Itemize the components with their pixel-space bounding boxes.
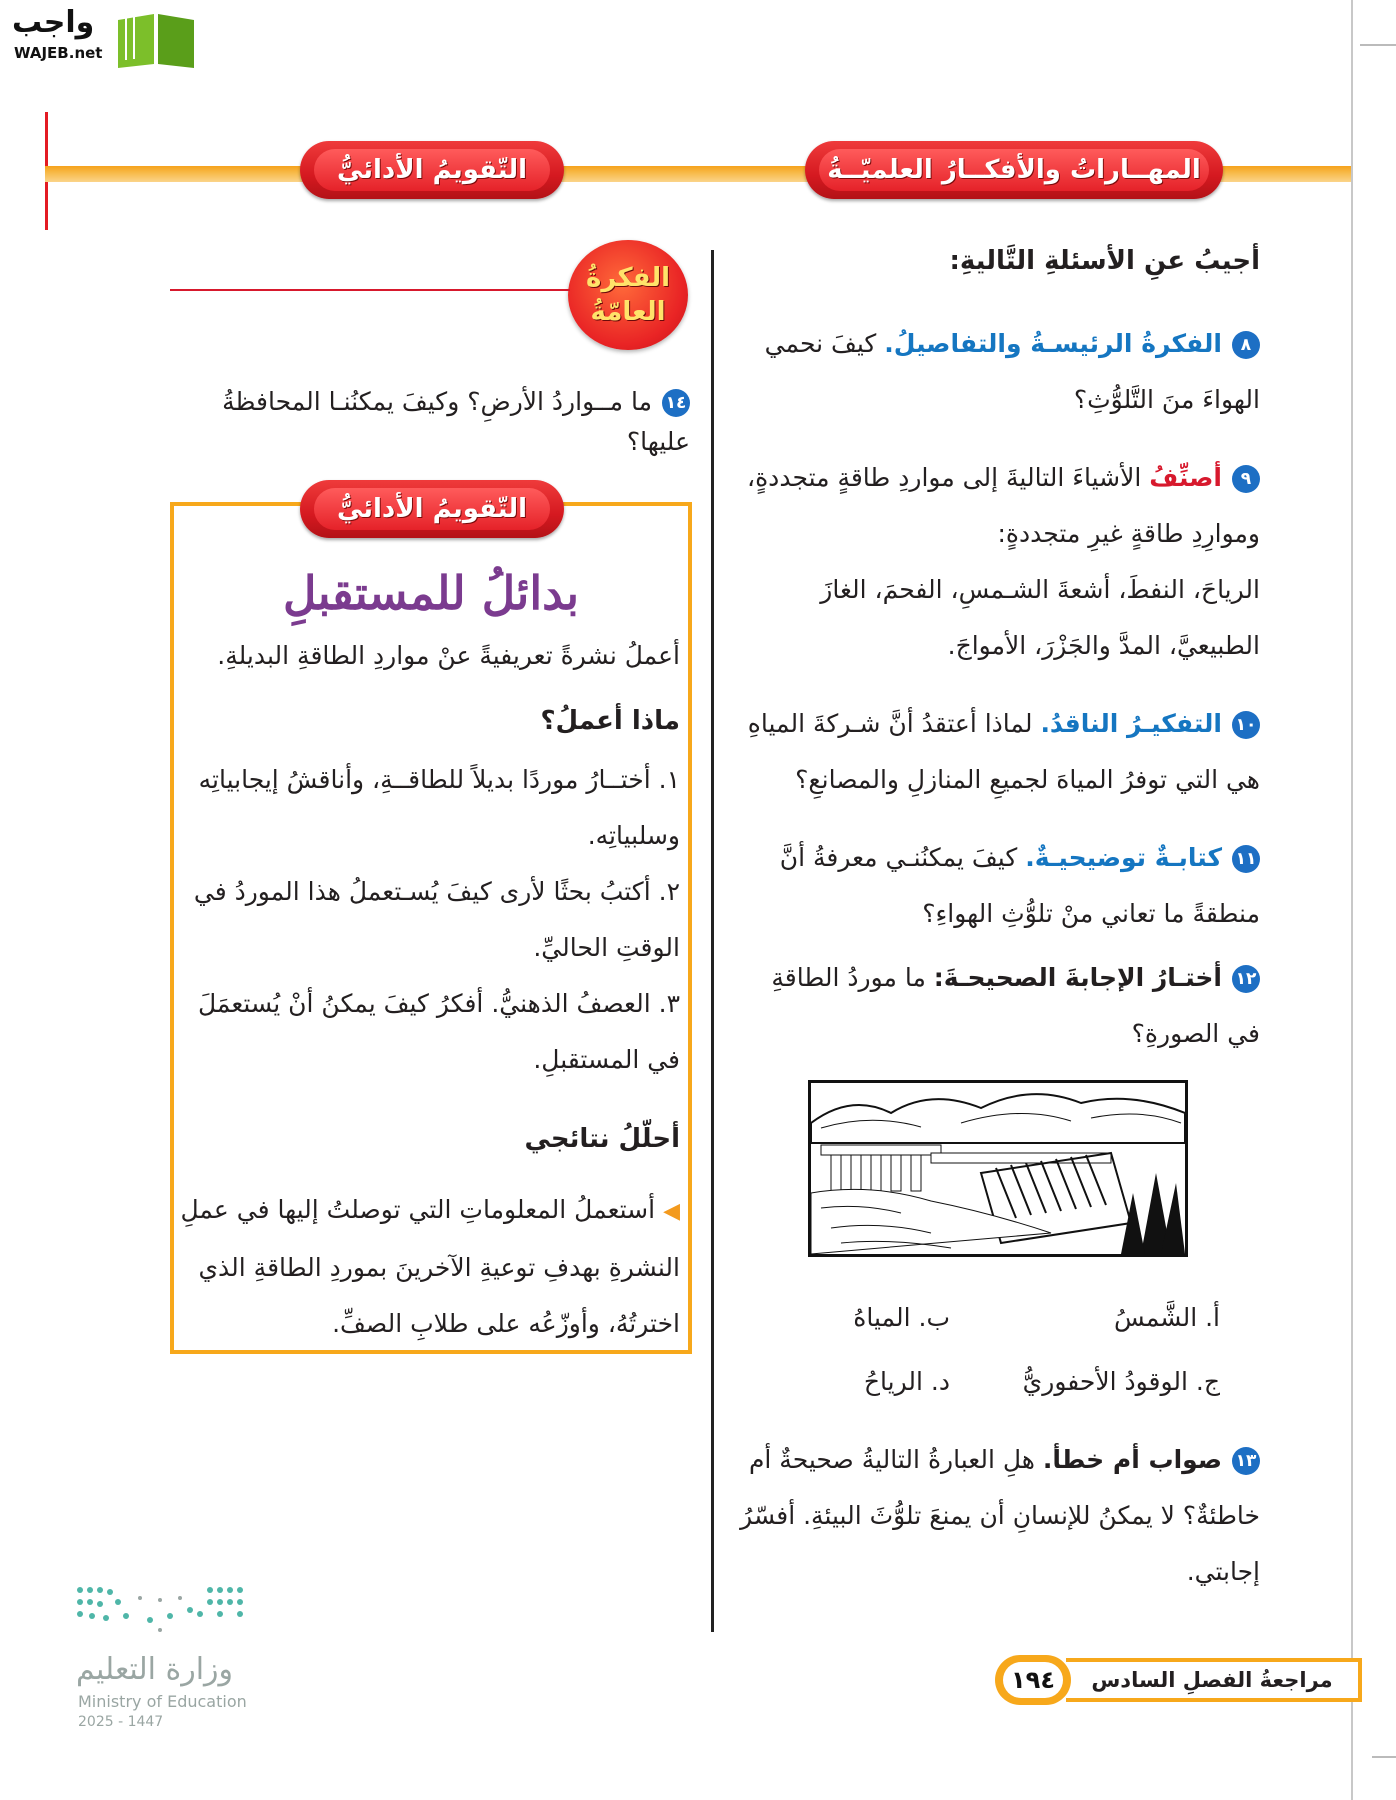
assessment-tab bbox=[300, 141, 564, 199]
crop-mark bbox=[1372, 1756, 1396, 1758]
question-label: التفكيـرُ الناقدُ. bbox=[1040, 709, 1222, 738]
logo-site: WAJEB.net bbox=[14, 44, 103, 62]
skills-tab bbox=[805, 141, 1223, 199]
ministry-year: 2025 - 1447 bbox=[78, 1714, 164, 1730]
question-text: هلِ العبارةُ التاليةُ صحيحةٌ أم خاطئةٌ؟ لا يمكنُ للإنسانِ أن يمنعَ تلوُّثَ البيئةِ. أفسّرُ إجابتي. bbox=[740, 1445, 1260, 1586]
question-text: الأشياءَ التاليةَ إلى مواردِ طاقةٍ متجددةٍ، وموارِدِ طاقةٍ غيرِ متجددةٍ: bbox=[747, 463, 1260, 548]
crop-mark bbox=[1360, 44, 1396, 46]
activity-step-1: ١. أختــارُ موردًا بديلاً للطاقــةِ، وأناقشُ إيجابياتِه وسلبياتِه. bbox=[198, 765, 680, 850]
wajeb-logo bbox=[8, 4, 190, 68]
page-number: ١٩٤ bbox=[1003, 1662, 1063, 1698]
question-number: ١٤ bbox=[662, 389, 690, 417]
ministry-dots-icon bbox=[70, 1580, 250, 1642]
activity-title: بدائلُ للمستقبلِ bbox=[282, 566, 580, 620]
logo-brand: واجب bbox=[12, 5, 95, 40]
question-number: ١١ bbox=[1232, 845, 1260, 873]
analyze-text bbox=[180, 1182, 680, 1352]
question-11 bbox=[738, 830, 1260, 942]
question-number: ١٣ bbox=[1232, 1447, 1260, 1475]
big-idea-badge bbox=[568, 240, 688, 350]
question-number: ٨ bbox=[1232, 331, 1260, 359]
question-text: لماذا أعتقدُ أنَّ شـركةَ المياهِ هي التي توفرُ المياهَ لجميعِ المنازلِ والمصانعِ؟ bbox=[747, 709, 1260, 794]
divider-line bbox=[170, 289, 570, 291]
hydroelectric-dam-image bbox=[808, 1080, 1188, 1257]
skills-tab-label: المهــاراتُ والأفكــارُ العلميّــةُ bbox=[827, 155, 1201, 185]
analyze-heading: أحلّلُ نتائجي bbox=[524, 1124, 680, 1154]
ministry-name-ar: وزارة التعليم bbox=[76, 1652, 234, 1687]
frame-line-right bbox=[1351, 0, 1353, 1800]
question-text: كيفَ نحمي الهواءَ منَ التَّلوُّثِ؟ bbox=[764, 329, 1260, 414]
instruction: أجيبُ عنِ الأسئلةِ التَّاليةِ: bbox=[949, 246, 1260, 276]
analyze-body: أستعملُ المعلوماتِ التي توصلتُ إليها في عملِ النشرةِ بهدفِ توعيةِ الآخرينَ بموردِ الطاقةِ الذي اخترتُهُ، وأوزّعُه على طلابِ الصفِّ. bbox=[180, 1195, 680, 1338]
question-label: كتابـةٌ توضيحيـةٌ. bbox=[1025, 843, 1222, 872]
question-number: ١٠ bbox=[1232, 711, 1260, 739]
question-number: ١٢ bbox=[1232, 965, 1260, 993]
question-label: أختـارُ الإجابةَ الصحيحـةَ: bbox=[933, 963, 1222, 992]
question-number: ٩ bbox=[1232, 465, 1260, 493]
option-c: ج. الوقودُ الأحفوريُّ bbox=[1022, 1367, 1220, 1396]
question-14 bbox=[170, 382, 690, 462]
activity-step-2: ٢. أكتبُ بحثًا لأرى كيفَ يُسـتعملُ هذا الموردُ في الوقتِ الحاليِّ. bbox=[193, 877, 680, 962]
question-label: أصنِّفُ bbox=[1149, 463, 1222, 492]
question-9 bbox=[738, 450, 1260, 674]
question-13 bbox=[738, 1432, 1260, 1600]
assessment-tab-label: التّقويمُ الأدائيُّ bbox=[336, 155, 528, 185]
chapter-review-label: مراجعةُ الفصلِ السادس bbox=[1066, 1658, 1362, 1702]
option-a: أ. الشَّمسُ bbox=[1113, 1303, 1220, 1332]
page-number-badge bbox=[995, 1655, 1071, 1705]
question-items: الرياحَ، النفطَ، أشعةَ الشـمسِ، الفحمَ، الغازَ الطبيعيَّ، المدَّ والجَزْرَ، الأمواجَ. bbox=[820, 575, 1260, 660]
column-divider bbox=[711, 250, 714, 1632]
question-10 bbox=[738, 696, 1260, 808]
assessment-tab-label: التّقويمُ الأدائيُّ bbox=[336, 494, 528, 524]
question-label: صواب أم خطأ. bbox=[1042, 1445, 1222, 1474]
pointer-triangle-icon: ◀ bbox=[663, 1199, 680, 1224]
question-text: كيفَ يمكنُنـي معرفةُ أنَّ منطقةً ما تعاني منْ تلوُّثِ الهواءِ؟ bbox=[779, 843, 1260, 928]
question-label: الفكرةُ الرئيسـةُ والتفاصيلُ. bbox=[884, 329, 1222, 358]
option-d: د. الرياحُ bbox=[863, 1367, 950, 1396]
big-idea-line1: الفكرةُ bbox=[585, 263, 671, 293]
ministry-name-en: Ministry of Education bbox=[78, 1692, 247, 1711]
what-heading: ماذا أعملُ؟ bbox=[540, 706, 680, 736]
question-text: ما موردُ الطاقةِ في الصورةِ؟ bbox=[771, 963, 1260, 1048]
assessment-tab-activity bbox=[300, 480, 564, 538]
question-12 bbox=[738, 950, 1260, 1062]
big-idea-line2: العامّةُ bbox=[590, 297, 666, 327]
activity-step-3: ٣. العصفُ الذهنيُّ. أفكرُ كيفَ يمكنُ أنْ يُستعمَلَ في المستقبلِ. bbox=[197, 989, 680, 1074]
question-8 bbox=[738, 316, 1260, 428]
ministry-logo bbox=[70, 1580, 260, 1730]
dam-drawing bbox=[811, 1083, 1185, 1254]
option-b: ب. المياهُ bbox=[853, 1303, 950, 1332]
question-text: ما مــواردُ الأرضِ؟ وكيفَ يمكنُنـا المحافظةُ عليها؟ bbox=[222, 387, 690, 456]
activity-intro: أعملُ نشرةً تعريفيةً عنْ مواردِ الطاقةِ البديلةِ. bbox=[217, 641, 680, 670]
book-icon bbox=[116, 10, 196, 68]
